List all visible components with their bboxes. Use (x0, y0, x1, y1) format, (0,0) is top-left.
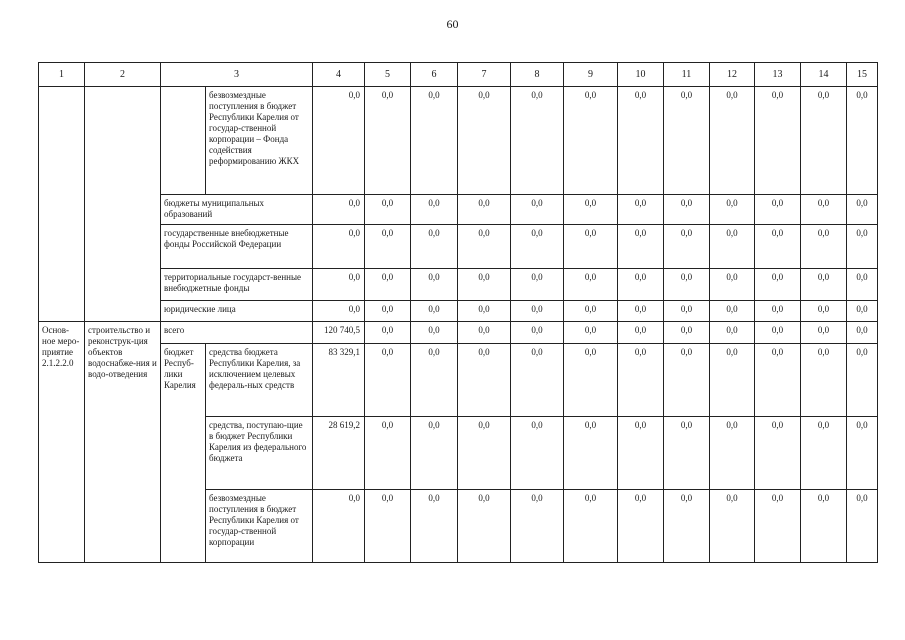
value-cell: 0,0 (618, 417, 664, 490)
value-cell: 0,0 (564, 195, 618, 225)
value-cell: 0,0 (458, 195, 511, 225)
value-cell: 0,0 (411, 269, 458, 301)
header-cell: 3 (161, 63, 313, 87)
header-cell: 9 (564, 63, 618, 87)
value-cell: 0,0 (564, 87, 618, 195)
value-cell: 0,0 (511, 87, 564, 195)
value-cell: 0,0 (801, 87, 847, 195)
value-cell: 0,0 (847, 195, 878, 225)
value-cell: 0,0 (458, 269, 511, 301)
value-cell: 0,0 (801, 301, 847, 322)
value-cell: 0,0 (313, 225, 365, 269)
value-cell: 0,0 (564, 417, 618, 490)
value-cell: 0,0 (618, 322, 664, 344)
value-cell: 0,0 (847, 269, 878, 301)
value-cell: 0,0 (801, 490, 847, 563)
value-cell: 0,0 (458, 417, 511, 490)
value-cell: 0,0 (755, 322, 801, 344)
source-label: бюджеты муниципальных образований (161, 195, 313, 225)
value-cell: 0,0 (710, 225, 755, 269)
value-cell: 0,0 (411, 417, 458, 490)
value-cell: 0,0 (710, 322, 755, 344)
header-cell: 5 (365, 63, 411, 87)
value-cell: 0,0 (801, 195, 847, 225)
empty-cell (161, 87, 206, 195)
value-cell: 0,0 (564, 490, 618, 563)
value-cell: 28 619,2 (313, 417, 365, 490)
header-cell: 7 (458, 63, 511, 87)
value-cell: 0,0 (564, 225, 618, 269)
header-cell: 15 (847, 63, 878, 87)
value-cell: 0,0 (801, 344, 847, 417)
value-cell: 0,0 (564, 322, 618, 344)
value-cell: 0,0 (313, 490, 365, 563)
value-cell: 0,0 (511, 322, 564, 344)
value-cell: 0,0 (365, 87, 411, 195)
source-label: безвозмездные поступления в бюджет Республики Карелия от государ-ственной корпорации – Фонда содействия реформированию ЖКХ (206, 87, 313, 195)
source-label: территориальные государст-венные внебюджетные фонды (161, 269, 313, 301)
value-cell: 0,0 (847, 344, 878, 417)
value-cell: 0,0 (755, 301, 801, 322)
source-label: всего (161, 322, 313, 344)
value-cell: 0,0 (618, 225, 664, 269)
value-cell: 0,0 (511, 269, 564, 301)
value-cell: 0,0 (664, 417, 710, 490)
table-row (39, 225, 878, 269)
value-cell: 0,0 (618, 301, 664, 322)
header-cell: 12 (710, 63, 755, 87)
value-cell: 0,0 (710, 301, 755, 322)
value-cell: 0,0 (313, 195, 365, 225)
value-cell: 0,0 (365, 269, 411, 301)
value-cell: 0,0 (458, 87, 511, 195)
source-label: государственные внебюджетные фонды Российской Федерации (161, 225, 313, 269)
header-cell: 2 (85, 63, 161, 87)
header-cell: 6 (411, 63, 458, 87)
value-cell: 0,0 (411, 344, 458, 417)
budget-group-label: бюджет Респуб-лики Карелия (161, 344, 206, 563)
table-row (39, 87, 878, 195)
value-cell: 0,0 (313, 269, 365, 301)
header-cell: 14 (801, 63, 847, 87)
value-cell: 0,0 (458, 322, 511, 344)
value-cell: 0,0 (710, 417, 755, 490)
value-cell: 0,0 (365, 490, 411, 563)
value-cell: 0,0 (801, 225, 847, 269)
header-row (39, 63, 878, 87)
budget-table (38, 62, 878, 563)
value-cell: 0,0 (564, 344, 618, 417)
value-cell: 0,0 (618, 269, 664, 301)
value-cell: 0,0 (710, 490, 755, 563)
value-cell: 0,0 (710, 344, 755, 417)
value-cell: 0,0 (411, 195, 458, 225)
value-cell: 0,0 (411, 87, 458, 195)
value-cell: 0,0 (755, 417, 801, 490)
value-cell: 0,0 (511, 417, 564, 490)
value-cell: 0,0 (664, 322, 710, 344)
value-cell: 0,0 (511, 225, 564, 269)
value-cell: 0,0 (365, 195, 411, 225)
value-cell: 0,0 (801, 417, 847, 490)
value-cell: 0,0 (618, 490, 664, 563)
value-cell: 0,0 (664, 87, 710, 195)
value-cell: 0,0 (755, 344, 801, 417)
value-cell: 0,0 (411, 322, 458, 344)
value-cell: 0,0 (801, 322, 847, 344)
value-cell: 0,0 (755, 225, 801, 269)
value-cell: 0,0 (511, 490, 564, 563)
value-cell: 0,0 (755, 195, 801, 225)
value-cell: 0,0 (664, 225, 710, 269)
value-cell: 0,0 (847, 225, 878, 269)
table-row (39, 344, 878, 417)
value-cell: 0,0 (847, 417, 878, 490)
empty-cell (85, 87, 161, 322)
source-label: средства, поступаю-щие в бюджет Республики Карелия из федерального бюджета (206, 417, 313, 490)
value-cell: 0,0 (511, 195, 564, 225)
value-cell: 0,0 (664, 490, 710, 563)
value-cell: 0,0 (618, 195, 664, 225)
value-cell: 0,0 (313, 301, 365, 322)
value-cell: 0,0 (365, 225, 411, 269)
value-cell: 0,0 (365, 417, 411, 490)
value-cell: 0,0 (365, 322, 411, 344)
value-cell: 0,0 (710, 195, 755, 225)
value-cell: 83 329,1 (313, 344, 365, 417)
source-label: безвозмездные поступления в бюджет Республики Карелия от государ-ственной корпорации (206, 490, 313, 563)
value-cell: 0,0 (755, 87, 801, 195)
value-cell: 0,0 (664, 301, 710, 322)
value-cell: 0,0 (564, 269, 618, 301)
value-cell: 0,0 (313, 87, 365, 195)
header-cell: 10 (618, 63, 664, 87)
header-cell: 11 (664, 63, 710, 87)
value-cell: 0,0 (411, 225, 458, 269)
table-row (39, 195, 878, 225)
value-cell: 0,0 (511, 301, 564, 322)
value-cell: 0,0 (664, 195, 710, 225)
value-cell: 0,0 (411, 490, 458, 563)
header-cell: 1 (39, 63, 85, 87)
header-cell: 4 (313, 63, 365, 87)
value-cell: 0,0 (847, 87, 878, 195)
header-cell: 13 (755, 63, 801, 87)
value-cell: 0,0 (564, 301, 618, 322)
value-cell: 0,0 (511, 344, 564, 417)
table-row (39, 269, 878, 301)
value-cell: 0,0 (365, 344, 411, 417)
empty-cell (39, 87, 85, 322)
value-cell: 0,0 (664, 344, 710, 417)
value-cell: 0,0 (458, 225, 511, 269)
table-row (39, 322, 878, 344)
value-cell: 0,0 (847, 490, 878, 563)
value-cell: 0,0 (458, 344, 511, 417)
page-number: 60 (446, 17, 459, 31)
value-cell: 0,0 (458, 301, 511, 322)
value-cell: 0,0 (710, 87, 755, 195)
value-cell: 0,0 (847, 301, 878, 322)
source-label: средства бюджета Республики Карелия, за исключением целевых федераль-ных средств (206, 344, 313, 417)
value-cell: 120 740,5 (313, 322, 365, 344)
value-cell: 0,0 (458, 490, 511, 563)
value-cell: 0,0 (710, 269, 755, 301)
value-cell: 0,0 (618, 344, 664, 417)
value-cell: 0,0 (365, 301, 411, 322)
value-cell: 0,0 (664, 269, 710, 301)
activity-code: Основ-ное меро-приятие 2.1.2.2.0 (39, 322, 85, 563)
value-cell: 0,0 (755, 490, 801, 563)
header-cell: 8 (511, 63, 564, 87)
value-cell: 0,0 (755, 269, 801, 301)
source-label: юридические лица (161, 301, 313, 322)
value-cell: 0,0 (801, 269, 847, 301)
activity-name: строительство и реконструк-ция объектов водоснабже-ния и водо-отведения (85, 322, 161, 563)
value-cell: 0,0 (618, 87, 664, 195)
value-cell: 0,0 (847, 322, 878, 344)
table-row (39, 301, 878, 322)
value-cell: 0,0 (411, 301, 458, 322)
